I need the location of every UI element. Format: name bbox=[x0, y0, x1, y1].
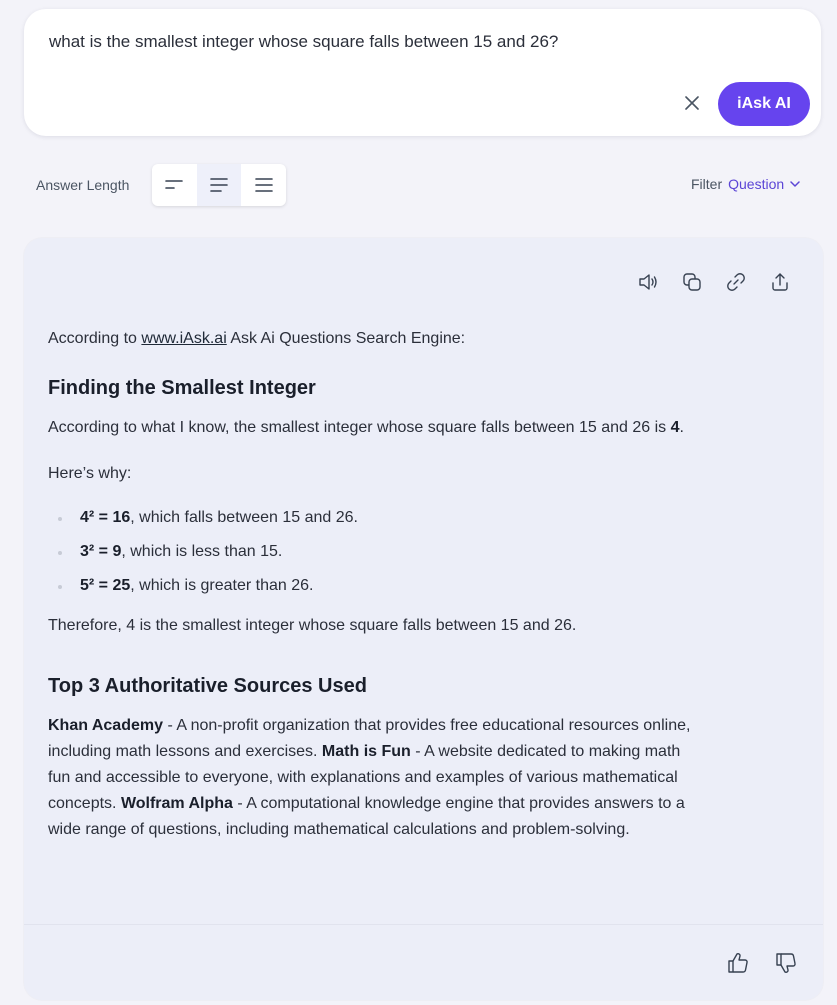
length-medium-option[interactable] bbox=[197, 164, 242, 206]
read-aloud-button[interactable] bbox=[637, 271, 659, 293]
source-name: Math is Fun bbox=[321, 743, 411, 760]
search-box bbox=[24, 9, 821, 136]
answer-intro bbox=[48, 326, 698, 352]
source-desc: - A website dedicated to making math fun and accessible to everyone, with explanations and examples of various mathematical concepts. bbox=[48, 743, 681, 812]
conclusion-text: Therefore, 4 is the smallest integer whose square falls between 15 and 26. bbox=[48, 617, 577, 634]
source-name: Wolfram Alpha bbox=[120, 795, 233, 812]
copy-icon bbox=[682, 272, 702, 292]
answer-content bbox=[48, 326, 698, 843]
ask-ai-button[interactable]: iAsk AI bbox=[718, 82, 810, 126]
card-divider bbox=[24, 924, 823, 925]
answer-length-selector bbox=[152, 164, 286, 206]
long-lines-icon bbox=[254, 177, 274, 193]
list-item bbox=[48, 569, 698, 603]
bullet-bold: 3² = 9 bbox=[80, 543, 122, 560]
short-lines-icon bbox=[164, 178, 184, 192]
bullet-text: , which is greater than 26. bbox=[130, 577, 314, 594]
copy-button[interactable] bbox=[681, 271, 703, 293]
paragraph-text: According to what I know, the smallest integer whose square falls between 15 and 26 is bbox=[48, 419, 671, 436]
bullet-text: , which falls between 15 and 26. bbox=[130, 509, 358, 526]
search-input[interactable]: what is the smallest integer whose square falls between 15 and 26? bbox=[49, 32, 559, 51]
sources-paragraph bbox=[48, 713, 698, 843]
close-icon bbox=[685, 96, 699, 110]
source-desc: - A computational knowledge engine that provides answers to a wide range of questions, including mathematical calculations and problem-solving. bbox=[48, 795, 685, 838]
filter-value: Question bbox=[728, 176, 785, 192]
heading-finding: Finding the Smallest Integer bbox=[48, 377, 316, 399]
list-item bbox=[48, 535, 698, 569]
bullet-text: , which is less than 15. bbox=[121, 543, 283, 560]
length-short-option[interactable] bbox=[152, 164, 197, 206]
bullet-bold: 4² = 16 bbox=[80, 509, 131, 526]
share-icon bbox=[770, 272, 790, 292]
intro-suffix: Ask Ai Questions Search Engine: bbox=[226, 330, 466, 347]
list-item bbox=[48, 501, 698, 535]
source-desc: - A non-profit organization that provides free educational resources online, including math lessons and exercises. bbox=[48, 717, 691, 760]
share-button[interactable] bbox=[769, 271, 791, 293]
why-text: Here’s why: bbox=[48, 465, 132, 482]
heading-sources: Top 3 Authoritative Sources Used bbox=[48, 675, 367, 697]
clear-button[interactable] bbox=[682, 93, 702, 113]
filter-label: Filter bbox=[691, 176, 723, 192]
source-name: Khan Academy bbox=[48, 717, 163, 734]
medium-lines-icon bbox=[209, 177, 229, 193]
thumbs-up-icon bbox=[727, 952, 749, 974]
paragraph-bold: 4 bbox=[670, 419, 680, 436]
like-button[interactable] bbox=[726, 951, 750, 975]
copy-link-button[interactable] bbox=[725, 271, 747, 293]
answer-paragraph bbox=[48, 415, 698, 441]
link-icon bbox=[726, 272, 746, 292]
reason-list bbox=[48, 501, 698, 603]
filter-dropdown[interactable] bbox=[691, 176, 800, 192]
speaker-icon bbox=[638, 273, 658, 291]
paragraph-end: . bbox=[679, 419, 684, 436]
chevron-down-icon bbox=[790, 181, 800, 187]
iask-link[interactable]: www.iAsk.ai bbox=[141, 330, 227, 347]
answer-length-label: Answer Length bbox=[36, 177, 130, 193]
intro-prefix: According to bbox=[48, 330, 142, 347]
dislike-button[interactable] bbox=[774, 951, 798, 975]
length-long-option[interactable] bbox=[241, 164, 286, 206]
thumbs-down-icon bbox=[775, 952, 797, 974]
bullet-bold: 5² = 25 bbox=[80, 577, 131, 594]
